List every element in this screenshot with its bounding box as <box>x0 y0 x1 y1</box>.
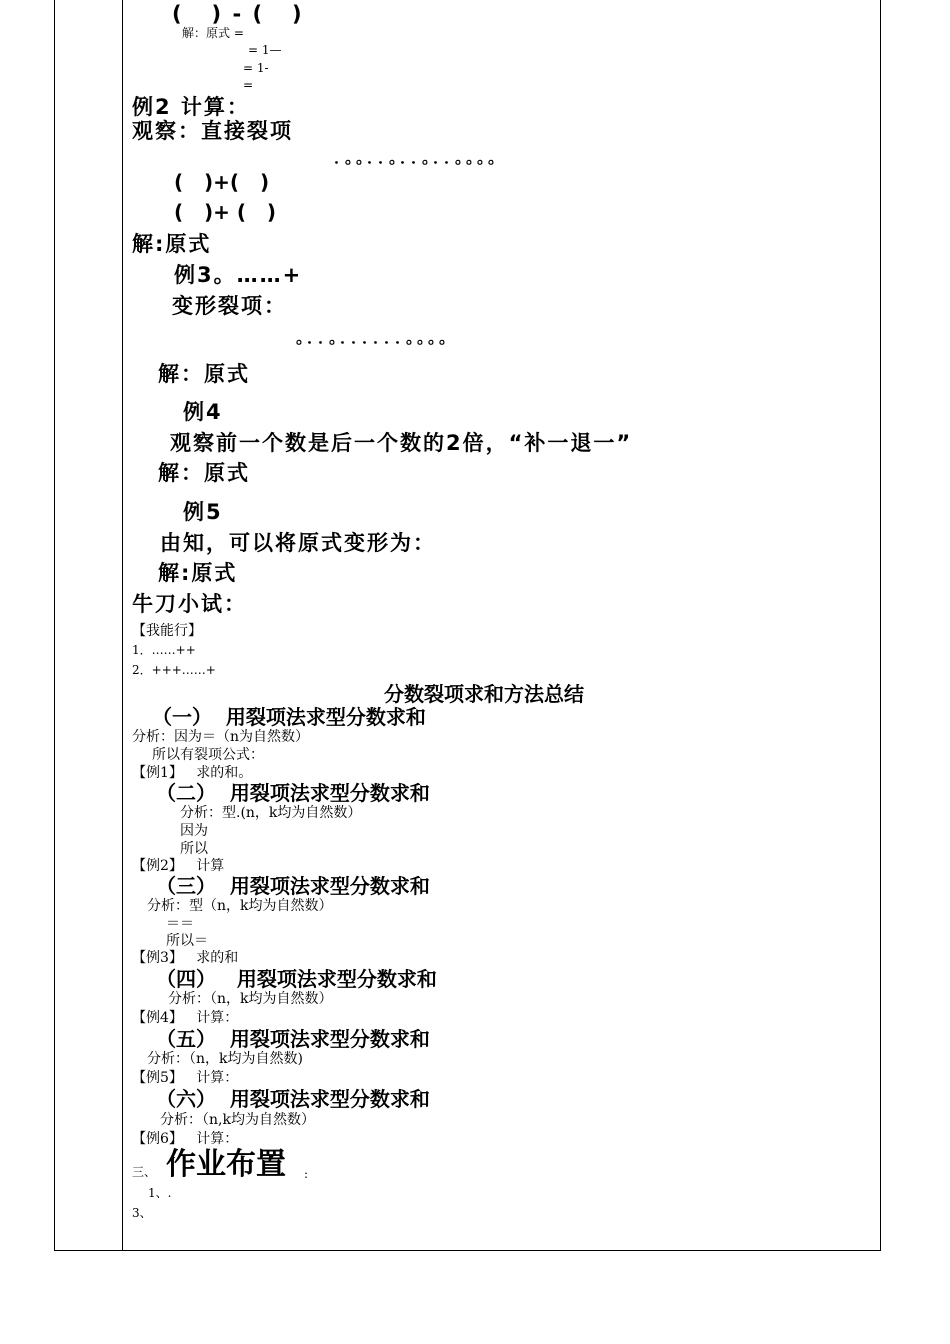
practice-tag: 【我能行】 <box>132 623 202 639</box>
example-heading: 例4 <box>183 400 223 424</box>
example-line: 【例5】 计算： <box>132 1070 239 1086</box>
analysis-line: 所以有裂项公式： <box>152 747 264 763</box>
example-heading: 例2 计算： <box>132 95 250 119</box>
example-heading: 例5 <box>183 500 223 524</box>
analysis-line: 分析：型（n，k均为自然数） <box>147 898 333 914</box>
expr-line: ( ) - ( ) <box>172 2 304 26</box>
method-heading: （二） 用裂项法求型分数求和 <box>156 781 430 805</box>
solution-line: 解：原式 <box>158 461 250 485</box>
method-heading: （一） 用裂项法求型分数求和 <box>152 705 426 729</box>
method-heading: （四） 用裂项法求型分数求和 <box>156 967 437 991</box>
example-line: 【例2】 计算 <box>132 858 225 874</box>
analysis-line: 分析：因为＝（n为自然数） <box>132 729 310 745</box>
homework-number: 三、 <box>132 1165 157 1179</box>
practice-item: 1．……++ <box>132 643 196 657</box>
section-line: 变形裂项： <box>172 294 287 318</box>
example-line: 【例3】 求的和 <box>132 950 239 966</box>
summary-title: 分数裂项求和方法总结 <box>384 682 584 706</box>
example-heading: 例3。……+ <box>174 263 303 287</box>
solution-line: = <box>243 78 254 92</box>
observation-line: 观察：直接裂项 <box>132 119 293 143</box>
solution-line: 解：原式 = <box>182 26 244 40</box>
method-heading: （三） 用裂项法求型分数求和 <box>156 874 430 898</box>
expr-line: ( )+( ) <box>174 170 270 194</box>
example-line: 【例6】 计算： <box>132 1131 239 1147</box>
homework-item: 3、 <box>132 1206 152 1220</box>
example-line: 【例4】 计算： <box>132 1010 239 1026</box>
solution-line: = 1— <box>248 43 282 57</box>
analysis-line: 因为 <box>180 823 208 839</box>
analysis-line: 分析：型.(n，k均为自然数） <box>180 805 362 821</box>
homework-item: 1、. <box>148 1186 172 1200</box>
homework-heading: 作业布置 <box>166 1147 286 1182</box>
transform-line: 由知，可以将原式变形为： <box>160 531 436 555</box>
observation-line: 观察前一个数是后一个数的2倍，“补一退一” <box>170 431 633 455</box>
practice-item: 2．+++……+ <box>132 663 216 677</box>
analysis-line: 分析：（n,k均为自然数） <box>160 1112 315 1128</box>
solution-line: = 1- <box>243 61 269 75</box>
example-line: 【例1】 求的和。 <box>132 765 253 781</box>
solution-line: 解:原式 <box>158 561 238 585</box>
solution-line: 解:原式 <box>132 232 212 256</box>
practice-heading: 牛刀小试： <box>132 592 247 616</box>
analysis-line: 分析：（n，k均为自然数） <box>168 991 333 1007</box>
dot-sequence: 。．．。．．．．．．。。。。 <box>296 328 459 347</box>
solution-line: 解：原式 <box>158 362 250 386</box>
analysis-line: ＝＝ <box>166 916 194 932</box>
analysis-line: 所以 <box>180 841 208 857</box>
expr-line: ( )+ ( ) <box>174 200 277 224</box>
method-heading: （六） 用裂项法求型分数求和 <box>156 1087 430 1111</box>
dot-sequence: ．。。．．。．．。．．。。。。 <box>334 148 508 167</box>
homework-colon: : <box>304 1167 309 1181</box>
analysis-line: 所以＝ <box>166 933 208 949</box>
column-divider <box>122 0 123 1251</box>
analysis-line: 分析：（n，k均为自然数) <box>147 1051 303 1067</box>
method-heading: （五） 用裂项法求型分数求和 <box>156 1027 430 1051</box>
